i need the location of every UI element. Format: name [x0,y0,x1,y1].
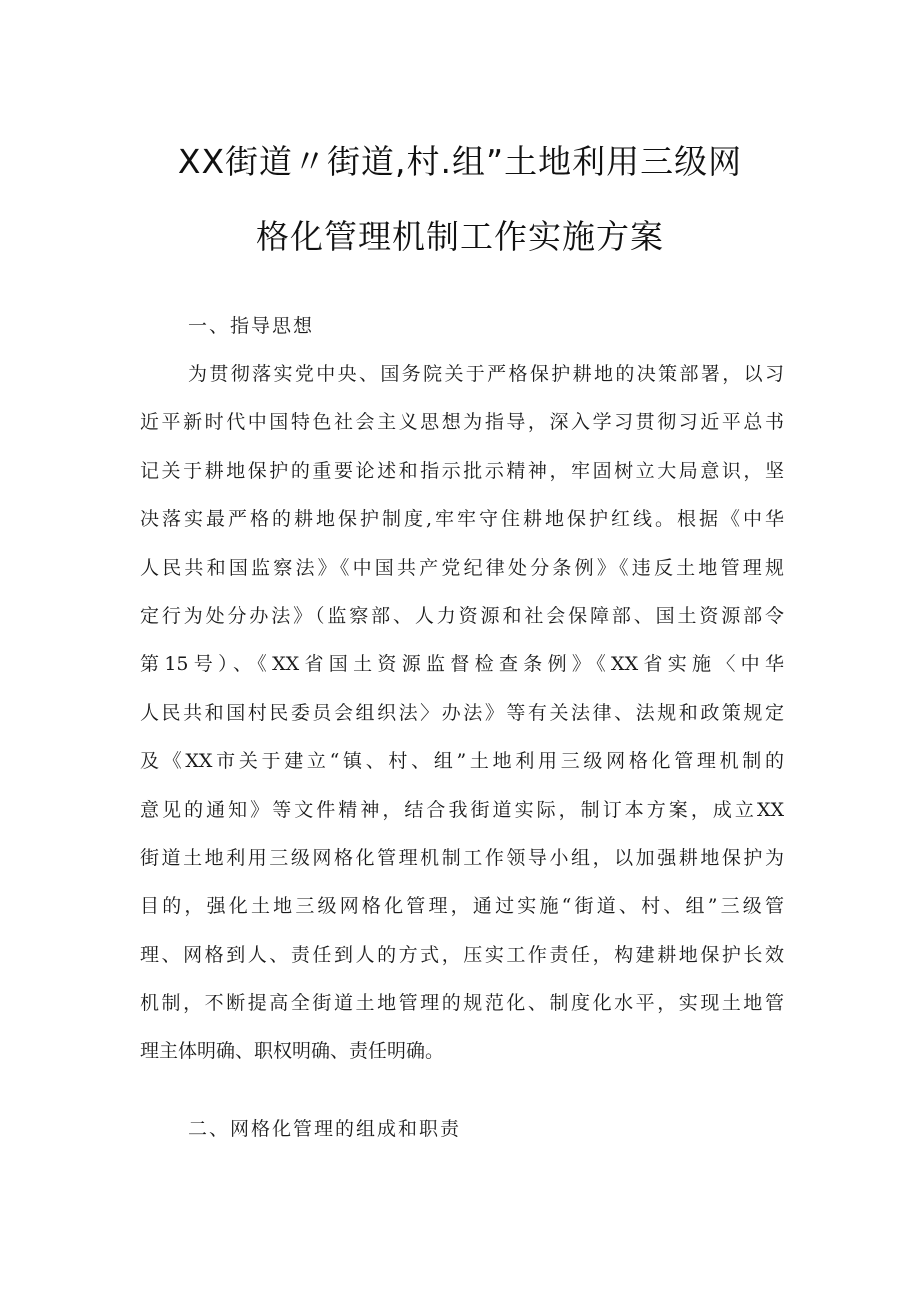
section-1-paragraph [140,350,784,1076]
section-heading-guiding-ideology: 一、指导思想 [188,315,315,337]
paragraph-line: 意见的通知》等文件精神，结合我街道实际，制订本方案，成立XX [140,798,784,821]
paragraph-line: 定行为处分办法》（监察部、人力资源和社会保障部、国土资源部令 [140,604,784,627]
paragraph-line: 及《XX市关于建立“镇、村、组”土地利用三级网格化管理机制的 [140,750,784,773]
document-title-line-1: XX街道〃街道,村.组”土地利用三级网 [177,142,743,181]
paragraph-line: 第15号）、《XX省国土资源监督检查条例》《XX省实施〈中华 [140,653,784,676]
document-title-line-2: 格化管理机制工作实施方案 [256,217,664,256]
paragraph-line: 理、网格到人、责任到人的方式，压实工作责任，构建耕地保护长效 [140,943,784,966]
paragraph-line: 近平新时代中国特色社会主义思想为指导，深入学习贯彻习近平总书 [140,411,784,434]
paragraph-line: 记关于耕地保护的重要论述和指示批示精神，牢固树立大局意识，坚 [140,459,784,482]
paragraph-line: 目的，强化土地三级网格化管理，通过实施“街道、村、组”三级管 [140,895,784,918]
section-heading-grid-management: 二、网格化管理的组成和职责 [188,1118,462,1140]
paragraph-line: 街道土地利用三级网格化管理机制工作领导小组，以加强耕地保护为 [140,846,784,869]
paragraph-line: 为贯彻落实党中央、国务院关于严格保护耕地的决策部署，以习 [188,363,784,385]
paragraph-line: 理主体明确、职权明确、责任明确。 [140,1040,445,1063]
paragraph-line: 人民共和国监察法》《中国共产党纪律处分条例》《违反土地管理规 [140,556,784,579]
paragraph-line: 机制，不断提高全街道土地管理的规范化、制度化水平，实现土地管 [140,992,784,1015]
paragraph-line: 决落实最严格的耕地保护制度,牢牢守住耕地保护红线。根据《中华 [140,508,784,531]
paragraph-line: 人民共和国村民委员会组织法〉办法》等有关法律、法规和政策规定 [140,701,784,724]
